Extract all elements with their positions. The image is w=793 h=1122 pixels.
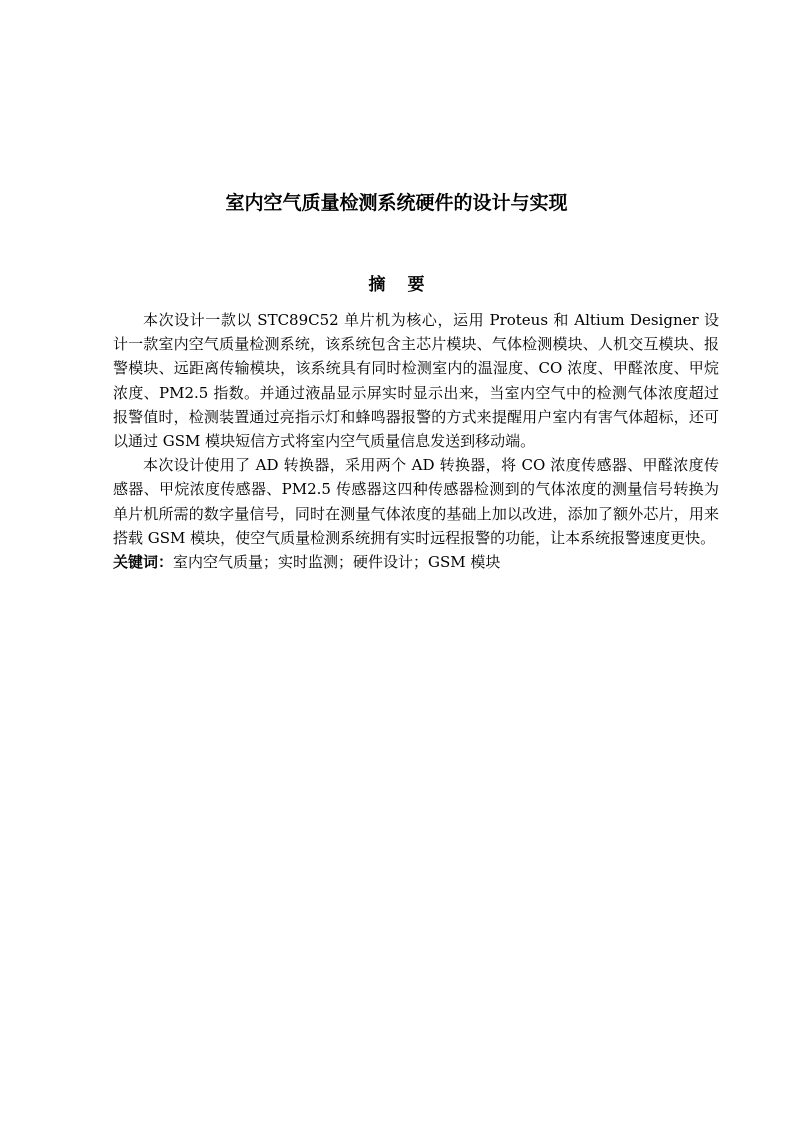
document-title: 室内空气质量检测系统硬件的设计与实现 [225, 192, 568, 214]
abstract-body [113, 308, 719, 574]
abstract-paragraph-2: 本次设计使用了 AD 转换器，采用两个 AD 转换器，将 CO 浓度传感器、甲醛浓度传感器、甲烷浓度传感器、PM2.5 传感器这四种传感器检测到的气体浓度的测量信号转换为单片机所需的数字量信号，同时在测量气体浓度的基础上加以改进，添加了额外芯片，用来搭载 GSM 模块，使空气质量检测系统拥有实时远程报警的功能，让本系统报警速度更快。 [113, 456, 719, 547]
abstract-heading: 摘要 [368, 275, 447, 295]
keywords-text: 室内空气质量；实时监测；硬件设计；GSM 模块 [173, 553, 501, 572]
abstract-paragraph-1: 本次设计一款以 STC89C52 单片机为核心，运用 Proteus 和 Altium Designer 设计一款室内空气质量检测系统，该系统包含主芯片模块、气体检测模块、人机交互模块、报警模块、远距离传输模块，该系统具有同时检测室内的温湿度、CO 浓度、甲醛浓度、甲烷浓度、PM2.5 指数。并通过液晶显示屏实时显示出来，当室内空气中的检测气体浓度超过报警值时，检测装置通过亮指示灯和蜂鸣器报警的方式来提醒用户室内有害气体超标，还可以通过 GSM 模块短信方式将室内空气质量信息发送到移动端。 [113, 311, 719, 451]
keywords-label: 关键词： [113, 553, 174, 572]
keywords-line [113, 550, 719, 574]
